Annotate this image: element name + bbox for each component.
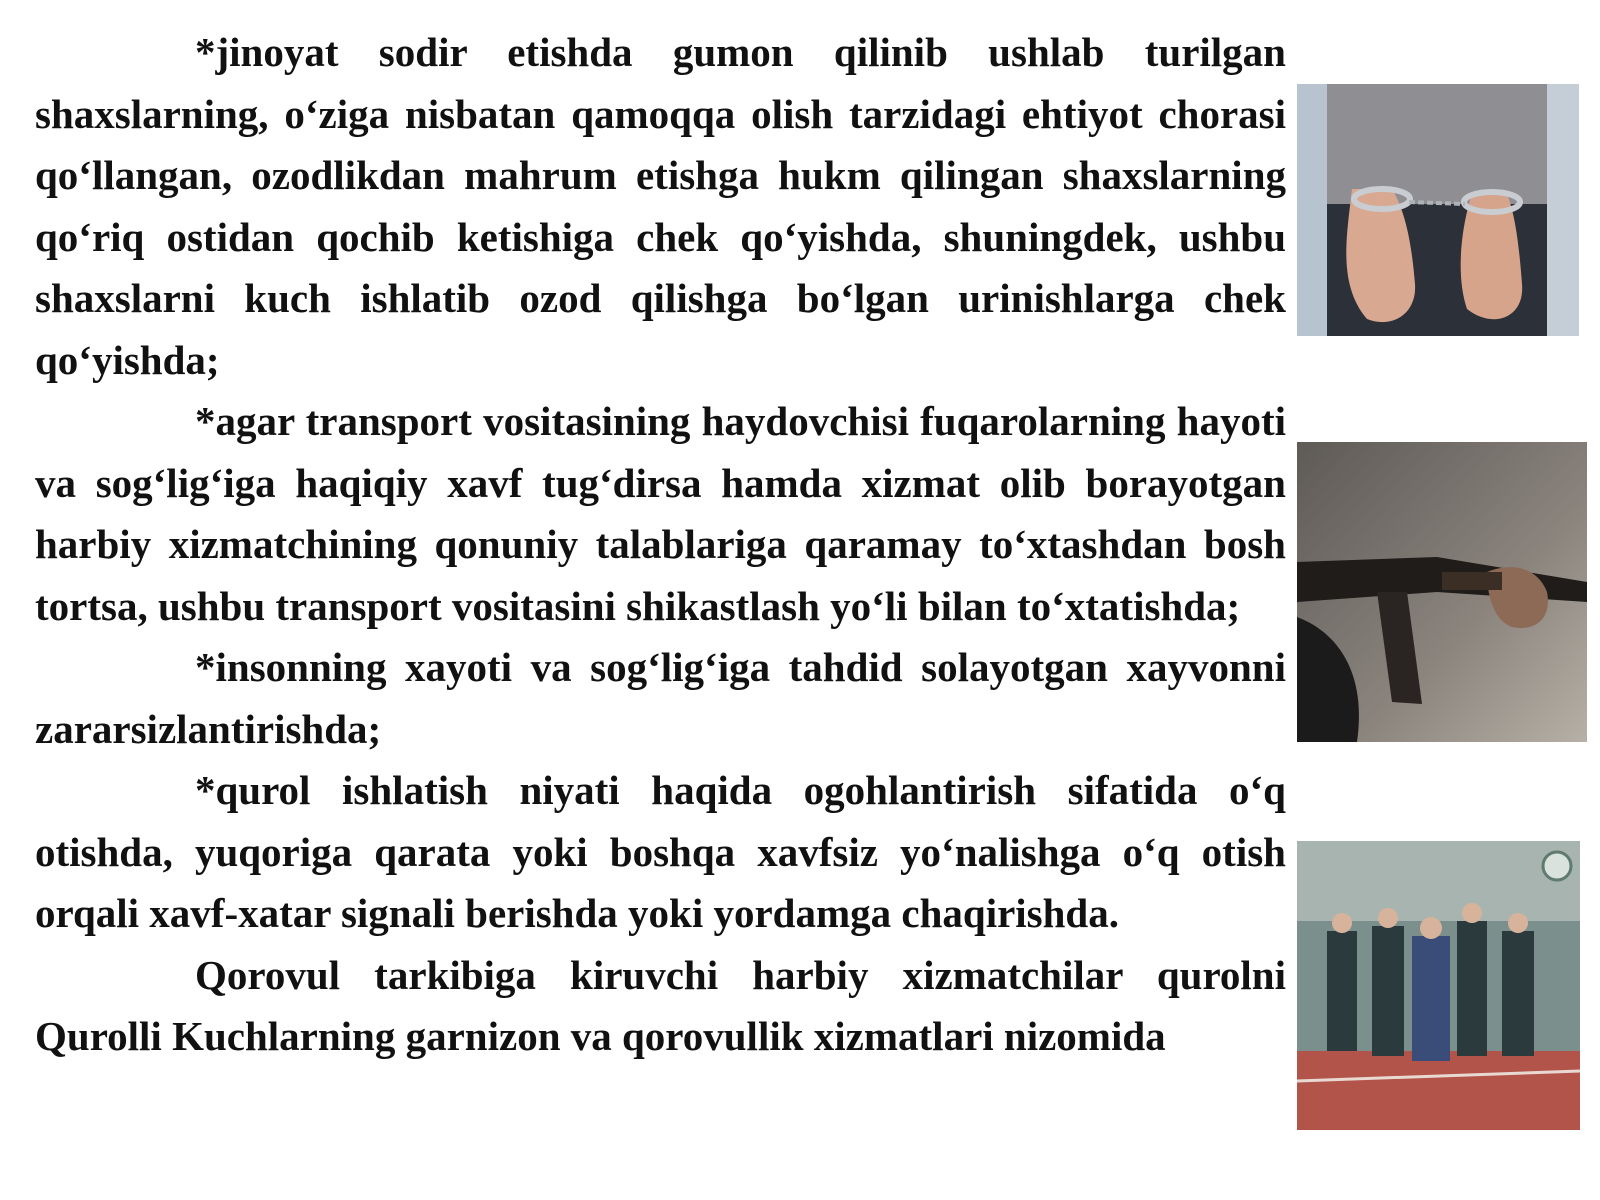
handcuffed-hands-photo — [1297, 84, 1579, 336]
paragraph-warning-shot: *qurol ishlatish niyati haqida ogohlantirish sifatida o‘q otishda, yuqoriga qarata yoki boshqa xavfsiz yo‘nalishga o‘q otish orqali xavf-xatar signali berishda yoki yordamga chaqirishda. — [35, 767, 1286, 936]
soldiers-detaining-person-photo — [1297, 841, 1580, 1130]
rifle-aiming-photo — [1297, 442, 1587, 742]
paragraph-animal-neutralize: *insonning xayoti va sog‘lig‘iga tahdid solayotgan xayvonni zararsizlantirishda; — [35, 644, 1286, 752]
paragraph-guard-weapons: Qorovul tarkibiga kiruvchi harbiy xizmatchilar qurolni Qurolli Kuchlarning garnizon va qorovullik xizmatlari nizomida — [35, 951, 1286, 1059]
paragraph-vehicle-stop: *agar transport vositasining haydovchisi fuqarolarning hayoti va sog‘lig‘iga haqiqiy xavf tug‘dirsa hamda xizmat olib borayotgan harbiy xizmatchining qonuniy talablariga qaramay to‘xtashdan bosh tortsa, ushbu transport vositasini shikastlash yo‘li bilan to‘xtatishda; — [35, 398, 1286, 629]
document-text — [35, 22, 1286, 1068]
paragraph-escape-prevention: *jinoyat sodir etishda gumon qilinib ushlab turilgan shaxslarning, o‘ziga nisbatan qamoqqa olish tarzidagi ehtiyot chorasi qo‘llangan, ozodlikdan mahrum etishga hukm qilingan shaxslarning qo‘riq ostidan qochib ketishiga chek qo‘yishda, shuningdek, ushbu shaxslarni kuch ishlatib ozod qilishga bo‘lgan urinishlarga chek qo‘yishda; — [35, 29, 1286, 383]
